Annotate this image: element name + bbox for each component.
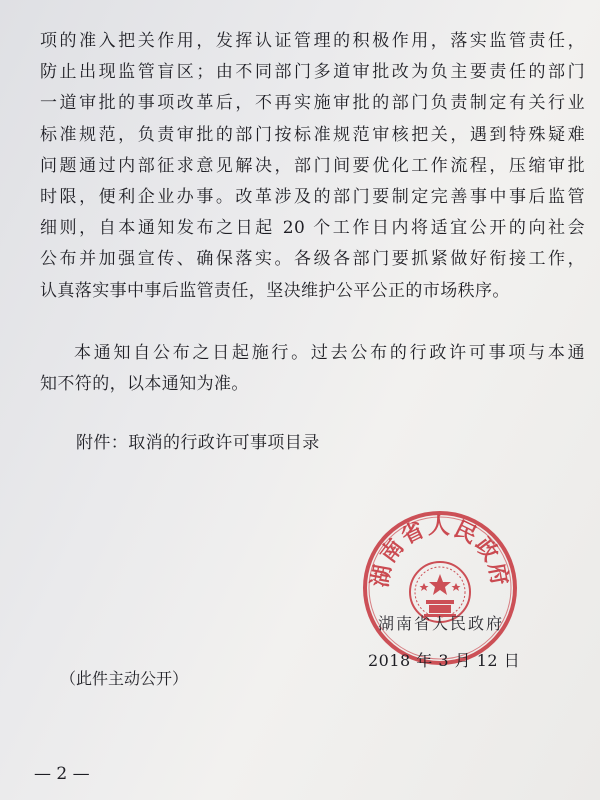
attachment-line: 附件：取消的行政许可事项目录 bbox=[76, 433, 320, 453]
text-line: 标准规范，负责审批的部门按标准规范审核把关，遇到特殊疑难 bbox=[40, 124, 585, 145]
text-line: 认真落实事中事后监管责任，坚决维护公平公正的市场秩序。 bbox=[40, 280, 510, 301]
official-seal bbox=[360, 508, 520, 668]
issuer-name: 湖南省人民政府 bbox=[378, 614, 505, 633]
text-line: 项的准入把关作用，发挥认证管理的积极作用，落实监管责任， bbox=[40, 31, 585, 51]
body-paragraph-1 bbox=[40, 26, 585, 307]
text-line: 防止出现监管盲区；由不同部门多道审批改为负主要责任的部门 bbox=[40, 62, 585, 83]
text-line: 一道审批的事项改革后，不再实施审批的部门负责制定有关行业 bbox=[40, 93, 585, 114]
page-number: — 2 — bbox=[34, 764, 90, 784]
disclosure-note: （此件主动公开） bbox=[60, 669, 189, 688]
text-line: 公布并加强宣传、确保落实。各级各部门要抓紧做好衔接工作， bbox=[40, 249, 585, 270]
issue-date: 2018 年 3 月 12 日 bbox=[368, 651, 521, 670]
text-line: 本通知自公布之日起施行。过去公布的行政许可事项与本通 bbox=[74, 343, 585, 363]
body-paragraph-2 bbox=[40, 338, 585, 400]
text-line: 知不符的，以本通知为准。 bbox=[40, 374, 249, 395]
text-line: 时限，便利企业办事。改革涉及的部门要制定完善事中事后监管 bbox=[40, 187, 585, 208]
svg-text:湖南省人民政府: 湖南省人民政府 bbox=[367, 513, 513, 590]
text-line: 细则，自本通知发布之日起 20 个工作日内将适宜公开的向社会 bbox=[40, 218, 585, 239]
text-line: 问题通过内部征求意见解决，部门间要优化工作流程，压缩审批 bbox=[40, 155, 585, 176]
